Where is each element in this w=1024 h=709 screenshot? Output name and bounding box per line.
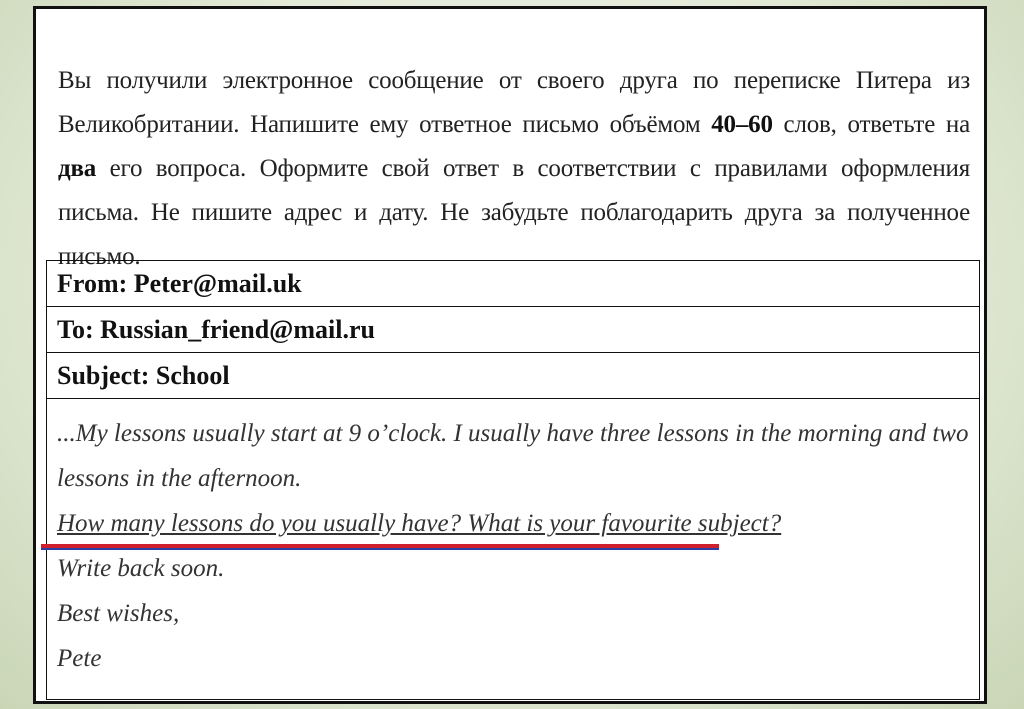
email-from: From: Peter@mail.uk	[47, 261, 979, 307]
word-count: 40–60	[711, 111, 773, 138]
task-text-2: слов, ответьте на	[772, 111, 970, 138]
email-table	[46, 260, 980, 700]
task-text-1: Вы получили электронное сообщение от своего друга по переписке Питера из Великобритании. Напишите ему ответное письмо объёмом	[58, 67, 970, 138]
email-to: To: Russian_friend@mail.ru	[47, 307, 979, 353]
email-sign-off: Best wishes,	[57, 600, 180, 627]
task-instructions	[58, 59, 970, 279]
email-subject: Subject: School	[47, 353, 979, 399]
email-body-text: ...My lessons usually start at 9 o’clock. I usually have three lessons in the morning and two lessons in the afternoon.	[57, 420, 969, 492]
question-highlight-underline	[41, 544, 719, 550]
task-sheet	[33, 6, 987, 704]
task-text-3: его вопроса. Оформите свой ответ в соответствии с правилами оформления письма. Не пишите адрес и дату. Не забудьте поблагодарить друга за полученное письмо.	[58, 155, 970, 270]
email-question: How many lessons do you usually have? What is your favourite subject?	[57, 510, 782, 537]
email-closing: Write back soon.	[57, 555, 225, 582]
question-count: два	[58, 155, 97, 182]
email-body	[47, 399, 979, 681]
email-signature: Pete	[57, 645, 102, 672]
